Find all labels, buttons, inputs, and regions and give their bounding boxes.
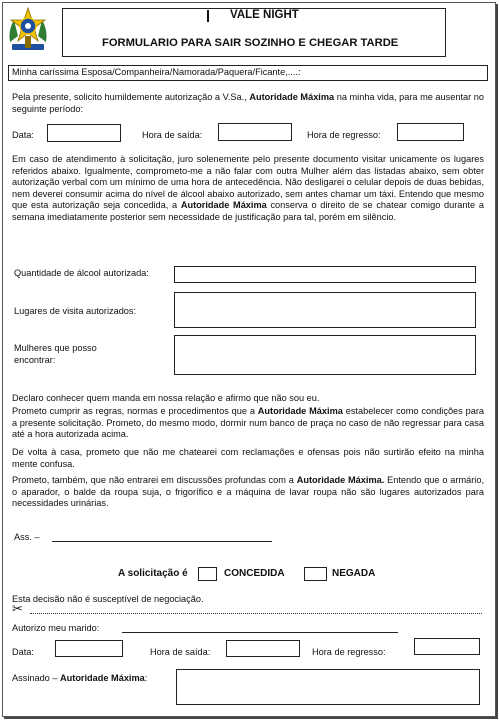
coupon-return-field[interactable]: [414, 638, 480, 655]
signed-field[interactable]: [176, 669, 480, 705]
departure-field[interactable]: [218, 123, 292, 141]
signature-label: Ass. –: [14, 532, 40, 542]
commitment-paragraph: Em caso de atendimento à solicitação, juro solenemente pelo presente documento visitar unicamente os lugares referidos abaixo. Igualmente, comprometo-me a não falar com outra Mulher além das listadas abaixo, sem obter autorização verbal com um mínimo de uma hora de antecedência. Não desligarei o celular depois de duas bebidas, nem deverei consumir acima do nível de álcool abaixo autorizado, sem antes chamar um táxi. Entendo que mesmo que esta autorização seja concedida, a Autoridade Máxima conserva o direito de se chatear comigo durante a semana imediatamente posterior sem necessidade de justificação para tal, porém em silêncio.: [12, 154, 484, 222]
declaration-3: De volta à casa, prometo que não me chatearei com reclamações e ofensas pois não surtirão efeito na minha mente confusa.: [12, 447, 484, 469]
concedida-label: CONCEDIDA: [224, 568, 285, 579]
places-field[interactable]: [174, 292, 476, 328]
addressee-text: Minha caríssima Esposa/Companheira/Namorada/Paquera/Ficante,....:: [12, 67, 301, 77]
intro-paragraph: Pela presente, solicito humildemente autorização a V.Sa., Autoridade Máxima na minha vida, para me ausentar no seguinte período:: [12, 92, 484, 114]
page-subtitle: FORMULARIO PARA SAIR SOZINHO E CHEGAR TARDE: [102, 37, 399, 49]
alcohol-label: Quantidade de álcool autorizada:: [14, 268, 149, 278]
coupon-date-field[interactable]: [55, 640, 123, 657]
cut-line: [30, 613, 482, 614]
return-field[interactable]: [397, 123, 464, 141]
coupon-date-label: Data:: [12, 647, 34, 657]
coupon-departure-label: Hora de saída:: [150, 647, 211, 657]
places-label: Lugares de visita autorizados:: [14, 306, 137, 316]
negada-label: NEGADA: [332, 568, 376, 579]
declaration-1: Declaro conhecer quem manda em nossa relação e afirmo que não sou eu.: [12, 393, 320, 403]
declaration-2: Prometo cumprir as regras, normas e procedimentos que a Autoridade Máxima estabelecer como condições para a presente solicitação. Prometo, do mesmo modo, dormir num banco de praça no caso de não regressar para casa até a hora autorizada acima.: [12, 406, 485, 440]
women-field[interactable]: [174, 335, 476, 375]
page-title: VALE NIGHT: [230, 9, 299, 21]
coupon-departure-field[interactable]: [226, 640, 300, 657]
departure-label: Hora de saída:: [142, 130, 203, 140]
title-cursor: [207, 10, 209, 22]
decision-label: A solicitação é: [118, 568, 188, 579]
scissors-icon: ✂: [12, 601, 23, 616]
authorize-line[interactable]: [122, 632, 398, 633]
concedida-checkbox[interactable]: [198, 567, 217, 581]
signature-line[interactable]: [52, 541, 272, 542]
authorize-label: Autorizo meu marido:: [12, 623, 100, 633]
signed-label: Assinado – Autoridade Máxima:: [12, 673, 148, 683]
return-label: Hora de regresso:: [307, 130, 381, 140]
coat-of-arms-emblem: [6, 6, 50, 56]
date-field[interactable]: [47, 124, 121, 142]
date-label: Data:: [12, 130, 34, 140]
negada-checkbox[interactable]: [304, 567, 327, 581]
decision-note: Esta decisão não é susceptível de negociação.: [12, 594, 204, 604]
alcohol-field[interactable]: [174, 266, 476, 283]
women-label: Mulheres que posso encontrar:: [14, 343, 97, 365]
declaration-4: Prometo, também, que não entrarei em discussões profundas com a Autoridade Máxima. Entendo que o armário, o aparador, o balde da roupa suja, o frigorífico e a máquina de lavar roupa não são lugares autorizados para necessidades urinárias.: [12, 475, 484, 509]
coupon-return-label: Hora de regresso:: [312, 647, 386, 657]
